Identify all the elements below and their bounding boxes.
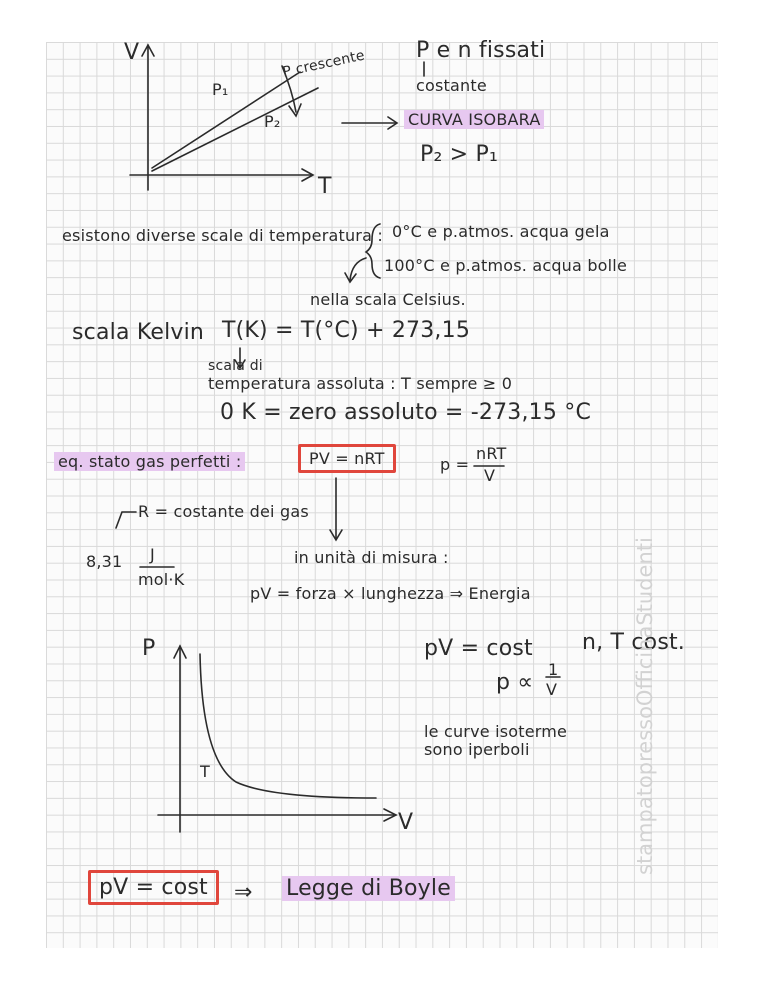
nt-cost: n, T cost. [582, 630, 685, 655]
scales-intro: esistono diverse scale di temperatura : [62, 226, 383, 245]
kelvin-formula: T(K) = T(°C) + 273,15 [222, 318, 471, 343]
prop-num: 1 [548, 660, 559, 679]
watermark [612, 505, 672, 885]
gas-label: eq. stato gas perfetti : [54, 452, 245, 471]
graph1-p2-label: P₂ [264, 112, 281, 131]
graph1-p1-label: P₁ [212, 80, 229, 99]
boyle-law: Legge di Boyle [282, 876, 455, 901]
R-den: mol·K [138, 570, 185, 589]
zero-absolute: 0 K = zero assoluto = -273,15 °C [220, 400, 592, 425]
curve-isobara: CURVA ISOBARA [404, 110, 544, 129]
graph2-t-label: T [200, 762, 210, 781]
gas-p-den: V [484, 466, 496, 485]
R-num: J [150, 545, 155, 564]
boyle-arrow: ⇒ [234, 880, 253, 905]
abs-line1: scala di [208, 358, 263, 374]
scale-hundred: 100°C e p.atmos. acqua bolle [384, 256, 627, 275]
kelvin-label: scala Kelvin [72, 320, 205, 345]
R-arrow [116, 512, 136, 528]
pv-cost: pV = cost [424, 636, 533, 661]
graph1-ylabel: V [124, 40, 140, 65]
R-value: 8,31 [86, 552, 123, 571]
isoterme-line2: sono iperboli [424, 740, 530, 759]
R-label: R = costante dei gas [138, 502, 309, 521]
prop-den: V [546, 680, 558, 699]
boyle-box: pV = cost [88, 870, 219, 905]
gas-p-num: nRT [476, 444, 507, 463]
gas-equation-box: PV = nRT [298, 444, 396, 473]
abs-line2: temperatura assoluta : T sempre ≥ 0 [208, 374, 513, 393]
gas-p-lhs: p = [440, 455, 470, 474]
graph1-xlabel: T [318, 174, 332, 199]
units-note: in unità di misura : [294, 548, 449, 567]
scales-arrow [350, 258, 366, 280]
prop-lhs: p ∝ [496, 670, 534, 695]
graph1-arrow-note: P crescente [281, 47, 367, 81]
scale-zero: 0°C e p.atmos. acqua gela [392, 222, 610, 241]
p-relation: P₂ > P₁ [420, 142, 498, 167]
energy-note: pV = forza × lunghezza ⇒ Energia [250, 584, 531, 603]
graph2-ylabel: P [142, 636, 156, 661]
watermark-text: stampatopressoOfficinaStudenti [633, 537, 657, 875]
fixed-note: P e n fissati [416, 38, 546, 63]
graph2-xlabel: V [398, 810, 414, 835]
celsius-note: nella scala Celsius. [310, 290, 466, 309]
constant-note: costante [416, 76, 487, 95]
graph2-hyperbola [200, 654, 376, 798]
isoterme-line1: le curve isoterme [424, 722, 568, 741]
